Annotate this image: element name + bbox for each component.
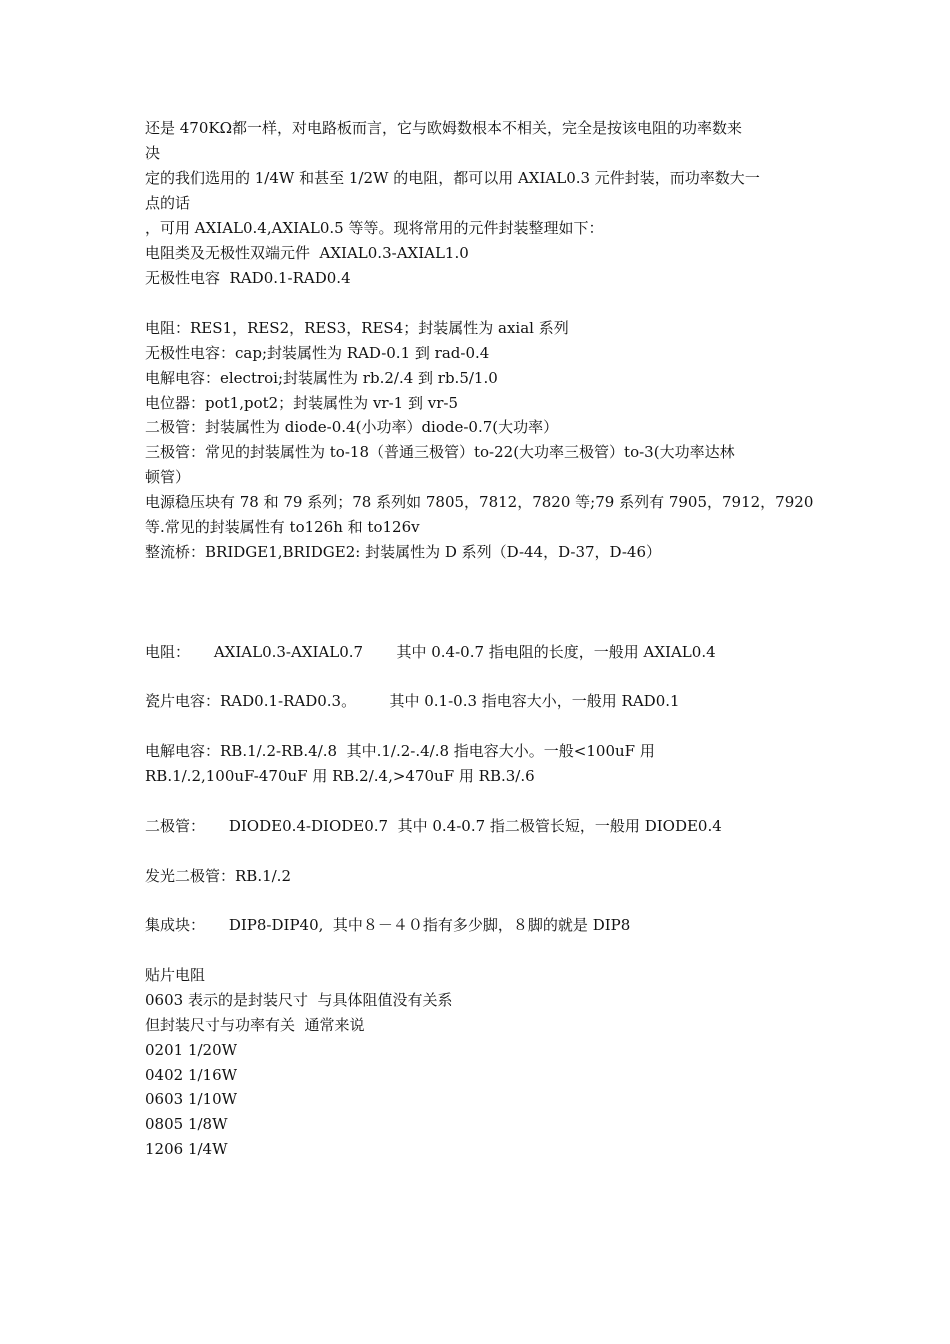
text-line: 0603 表示的是封装尺寸 与具体阻值没有关系 (145, 991, 453, 1009)
text-line: 决 (145, 144, 161, 162)
text-line: 电源稳压块有 78 和 79 系列；78 系列如 7805，7812，7820 等;79 系列有 7905，7912，7920 (145, 493, 814, 511)
text-line: 电位器：pot1,pot2；封装属性为 vr-1 到 vr-5 (145, 394, 458, 412)
text-line: 0603 1/10W (145, 1090, 238, 1108)
text-line: 等.常见的封装属性有 to126h 和 to126v (145, 518, 420, 536)
text-line: 整流桥：BRIDGE1,BRIDGE2: 封装属性为 D 系列（D-44，D-37，D-46） (145, 543, 662, 561)
text-line: 发光二极管：RB.1/.2 (145, 867, 291, 885)
text-line: 1206 1/4W (145, 1140, 228, 1158)
text-line: 无极性电容：cap;封装属性为 RAD-0.1 到 rad-0.4 (145, 344, 490, 362)
text-line: 0805 1/8W (145, 1115, 228, 1133)
text-line: 电阻类及无极性双端元件 AXIAL0.3-AXIAL1.0 (145, 244, 469, 262)
text-line: 电解电容：RB.1/.2-RB.4/.8 其中.1/.2-.4/.8 指电容大小。一般<100uF 用 (145, 742, 655, 760)
text-line: RB.1/.2,100uF-470uF 用 RB.2/.4,>470uF 用 RB.3/.6 (145, 767, 535, 785)
text-line: 二极管：封装属性为 diode-0.4(小功率）diode-0.7(大功率） (145, 418, 559, 436)
text-line: 还是 470KΩ都一样，对电路板而言，它与欧姆数根本不相关，完全是按该电阻的功率数来 (145, 119, 743, 137)
text-line: 定的我们选用的 1/4W 和甚至 1/2W 的电阻，都可以用 AXIAL0.3 元件封装，而功率数大一 (145, 169, 760, 187)
text-line: 贴片电阻 (145, 966, 206, 984)
text-line: 但封装尺寸与功率有关 通常来说 (145, 1016, 365, 1034)
text-line: 无极性电容 RAD0.1-RAD0.4 (145, 269, 351, 287)
text-line: 0402 1/16W (145, 1066, 238, 1084)
text-line: 二极管： DIODE0.4-DIODE0.7 其中 0.4-0.7 指二极管长短，一般用 DIODE0.4 (145, 817, 722, 835)
text-line: 瓷片电容：RAD0.1-RAD0.3。 其中 0.1-0.3 指电容大小，一般用 RAD0.1 (145, 692, 680, 710)
text-line: 电解电容：electroi;封装属性为 rb.2/.4 到 rb.5/1.0 (145, 369, 498, 387)
text-line: ，可用 AXIAL0.4,AXIAL0.5 等等。现将常用的元件封装整理如下： (145, 219, 604, 237)
text-line: 集成块： DIP8-DIP40, 其中８－４０指有多少脚，８脚的就是 DIP8 (145, 916, 631, 934)
text-line: 顿管） (145, 468, 191, 486)
text-line: 0201 1/20W (145, 1041, 238, 1059)
text-line: 电阻：RES1，RES2，RES3，RES4；封装属性为 axial 系列 (145, 319, 569, 337)
text-line: 三极管：常见的封装属性为 to-18（普通三极管）to-22(大功率三极管）to-3(大功率达林 (145, 443, 735, 461)
text-line: 电阻： AXIAL0.3-AXIAL0.7 其中 0.4-0.7 指电阻的长度，一般用 AXIAL0.4 (145, 643, 716, 661)
text-line: 点的话 (145, 194, 191, 212)
